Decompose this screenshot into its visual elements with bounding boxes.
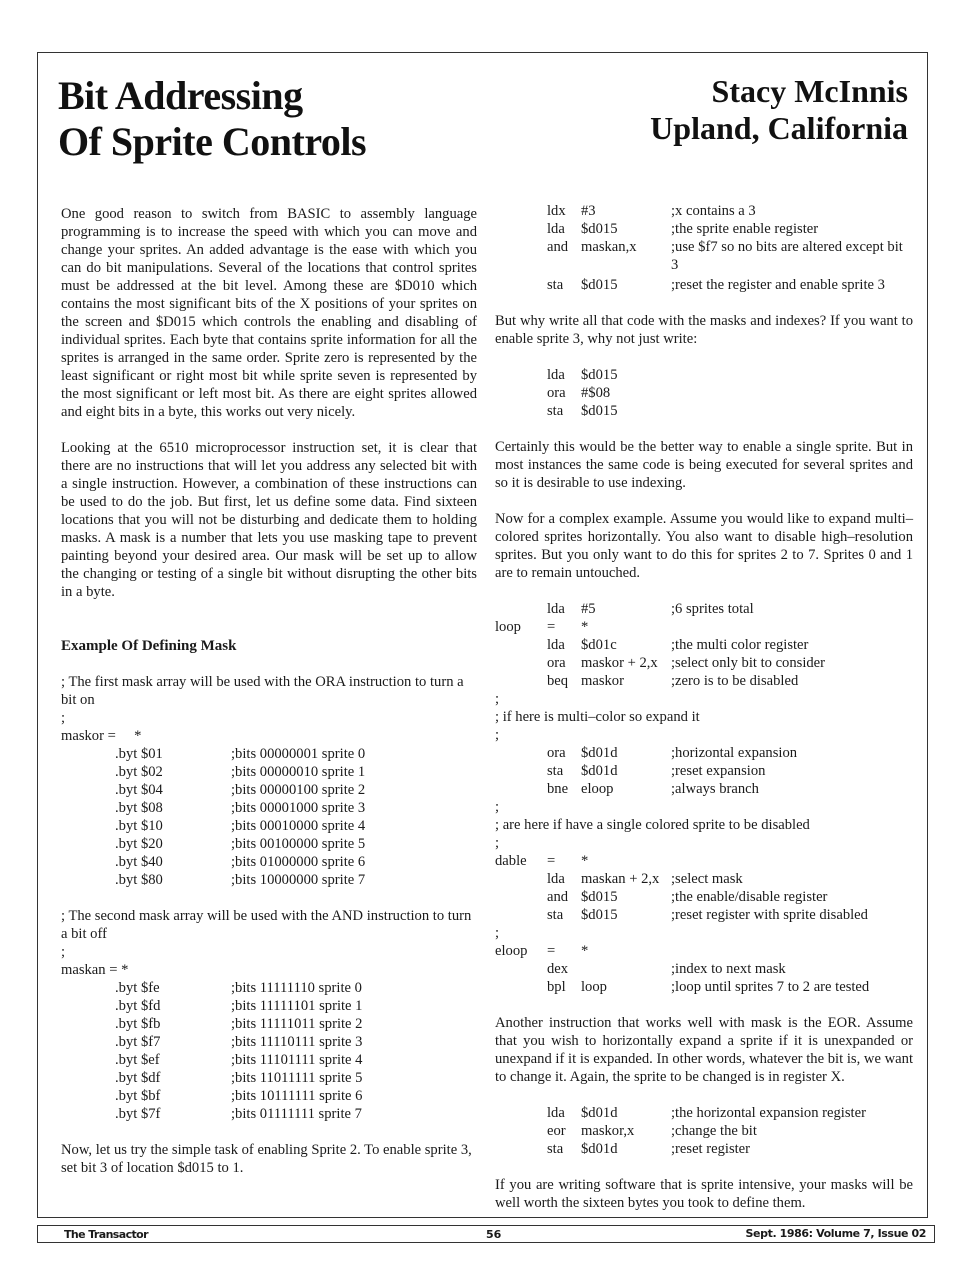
code-row: lda $d015 — [547, 367, 618, 383]
code-row: .byt $f7 ;bits 11110111 sprite 3 — [115, 1034, 363, 1050]
code-row: lda $d01d ;the horizontal expansion register — [547, 1105, 866, 1121]
code-row: .byt $bf ;bits 10111111 sprite 6 — [115, 1088, 363, 1104]
code-row: .byt $fb ;bits 11111011 sprite 2 — [115, 1016, 363, 1032]
code-row: .byt $02 ;bits 00000010 sprite 1 — [115, 764, 366, 780]
code-block-simple-enable — [495, 366, 913, 420]
code-row: eor maskor,x ;change the bit — [547, 1123, 757, 1139]
page-number: 56 — [486, 1228, 502, 1241]
section-heading: Example Of Defining Mask — [61, 638, 237, 654]
code-row: sta $d015 — [547, 403, 618, 419]
code-row: lda $d01c ;the multi color register — [547, 637, 809, 653]
code-block-loop — [495, 600, 913, 996]
code-row: .byt $04 ;bits 00000100 sprite 2 — [115, 782, 366, 798]
code-row: dable = * — [495, 853, 589, 869]
page-footer — [37, 1225, 935, 1243]
code-semicolon: ; — [61, 944, 66, 960]
code-row: .byt $ef ;bits 11101111 sprite 4 — [115, 1052, 363, 1068]
code-row: bne eloop ;always branch — [547, 781, 759, 797]
paragraph-instruction-set: Looking at the 6510 microprocessor instruction set, it is clear that there are no instructions that will let you address any selected bit with a single instruction. However, a combination of these instructions can be used to do the job. But first, let us define some data. Find sixteen locations that you will not be disturbing and dedicate them to holding masks. A mask is a number that lets you use masking tape to prevent painting beyond your desired area. Our mask will be set up to allow the changing or testing of a single bit without disrupting the other bits in a byte. — [61, 440, 477, 600]
code-row: lda $d015 ;the sprite enable register — [547, 221, 819, 237]
right-column — [495, 202, 913, 1212]
code-comment-multicolor: ; if here is multi–color so expand it — [495, 709, 700, 725]
paragraph-why-masks: But why write all that code with the masks and indexes? If you want to enable sprite 3, why not just write: — [495, 313, 913, 347]
code-row: ora $d01d ;horizontal expansion — [547, 745, 798, 761]
code-comment-maskan: ; The second mask array will be used with the AND instruction to turn a bit off — [61, 908, 472, 942]
code-semicolon: ; — [495, 835, 500, 851]
code-row: sta $d01d ;reset register — [547, 1141, 751, 1157]
code-label-maskor: maskor = * — [61, 728, 142, 744]
title-line-1: Bit Addressing — [58, 73, 303, 118]
code-row: .byt $20 ;bits 00100000 sprite 5 — [115, 836, 366, 852]
code-row: bpl loop ;loop until sprites 7 to 2 are tested — [547, 979, 870, 995]
paragraph-intro: One good reason to switch from BASIC to assembly language programming is to increase the speed with which you can move and change your sprites. An added advantage is the ease with which you can do bit manipulations. Several of the locations that control sprites must be addressed at the bit level. Among these are $D010 which contains the most significant bits of the X positions of your sprites on the screen and $D015 which controls the enabling and disabling of individual sprites. Each byte that contains sprite information for all the sprites is arranged in the same order. Sprite zero is represented by the least significant or right most bit while sprite seven is represented by the most significant or left most bit. As there are eight sprites allowed and eight bits in a byte, this works out very nicely. — [61, 206, 477, 420]
code-row: eloop = * — [495, 943, 589, 959]
paragraph-enable-sprite: Now, let us try the simple task of enabling Sprite 2. To enable sprite 3, set bit 3 of location $d015 to 1. — [61, 1142, 472, 1176]
code-row: .byt $df ;bits 11011111 sprite 5 — [115, 1070, 363, 1086]
code-block-eor — [495, 1104, 913, 1158]
left-column — [61, 205, 477, 1177]
code-row: and $d015 ;the enable/disable register — [547, 889, 828, 905]
publication-name: The Transactor — [64, 1228, 148, 1241]
code-row: ora #$08 — [547, 385, 611, 401]
author-location: Upland, California — [650, 110, 908, 146]
code-semicolon: ; — [495, 727, 500, 743]
code-semicolon: ; — [495, 691, 500, 707]
paragraph-complex-example: Now for a complex example. Assume you would like to expand multi–colored sprites horizontally. You also want to disable high–resolution sprites. But you only want to do this for sprites 2 to 7. Sprites 0 and 1 are to remain untouched. — [495, 511, 913, 581]
code-block-enable-indexed — [495, 202, 913, 294]
code-label-maskan: maskan = * — [61, 962, 129, 978]
issue-info: Sept. 1986: Volume 7, Issue 02 — [745, 1227, 926, 1240]
code-row: .byt $08 ;bits 00001000 sprite 3 — [115, 800, 366, 816]
code-comment-maskor: ; The first mask array will be used with the ORA instruction to turn a bit on — [61, 674, 464, 708]
paragraph-conclusion: If you are writing software that is sprite intensive, your masks will be well worth the sixteen bytes you took to define them. — [495, 1177, 913, 1211]
code-row: .byt $80 ;bits 10000000 sprite 7 — [115, 872, 366, 888]
code-row: .byt $fd ;bits 11111101 sprite 1 — [115, 998, 363, 1014]
code-semicolon: ; — [495, 799, 500, 815]
maskor-table — [61, 745, 477, 889]
code-row: 3 — [671, 257, 679, 273]
code-row: .byt $fe ;bits 11111110 sprite 0 — [115, 980, 362, 996]
code-semicolon: ; — [61, 710, 66, 726]
title-line-2: Of Sprite Controls — [58, 119, 367, 164]
article-title — [58, 73, 366, 165]
maskan-table — [61, 979, 477, 1123]
code-row: lda maskan + 2,x ;select mask — [547, 871, 743, 887]
code-row: dex ;index to next mask — [547, 961, 786, 977]
code-semicolon: ; — [495, 925, 500, 941]
code-row: and maskan,x ;use $f7 so no bits are altered except bit — [547, 239, 903, 255]
code-row: .byt $01 ;bits 00000001 sprite 0 — [115, 746, 366, 762]
paragraph-indexing: Certainly this would be the better way to enable a single sprite. But in most instances the same code is being executed for several sprites and so it is desirable to use indexing. — [495, 439, 913, 491]
code-row: ora maskor + 2,x ;select only bit to consider — [547, 655, 826, 671]
code-row: .byt $10 ;bits 00010000 sprite 4 — [115, 818, 366, 834]
code-comment-single: ; are here if have a single colored sprite to be disabled — [495, 817, 810, 833]
code-row: .byt $7f ;bits 01111111 sprite 7 — [115, 1106, 362, 1122]
paragraph-eor: Another instruction that works well with mask is the EOR. Assume that you wish to horizontally expand a sprite if it is unexpanded or unexpand if it is expanded. In other words, whatever the bit is, we want to change it. Again, the sprite to be changed is in register X. — [495, 1015, 913, 1085]
code-row: .byt $40 ;bits 01000000 sprite 6 — [115, 854, 366, 870]
code-row: sta $d015 ;reset the register and enable sprite 3 — [547, 277, 885, 293]
byline — [650, 73, 908, 147]
author-name: Stacy McInnis — [711, 73, 908, 109]
code-row: loop = * — [495, 619, 589, 635]
code-row: sta $d01d ;reset expansion — [547, 763, 766, 779]
code-row: ldx #3 ;x contains a 3 — [547, 203, 756, 219]
code-row: sta $d015 ;reset register with sprite disabled — [547, 907, 868, 923]
code-row: beq maskor ;zero is to be disabled — [547, 673, 799, 689]
code-row: lda #5 ;6 sprites total — [547, 601, 754, 617]
